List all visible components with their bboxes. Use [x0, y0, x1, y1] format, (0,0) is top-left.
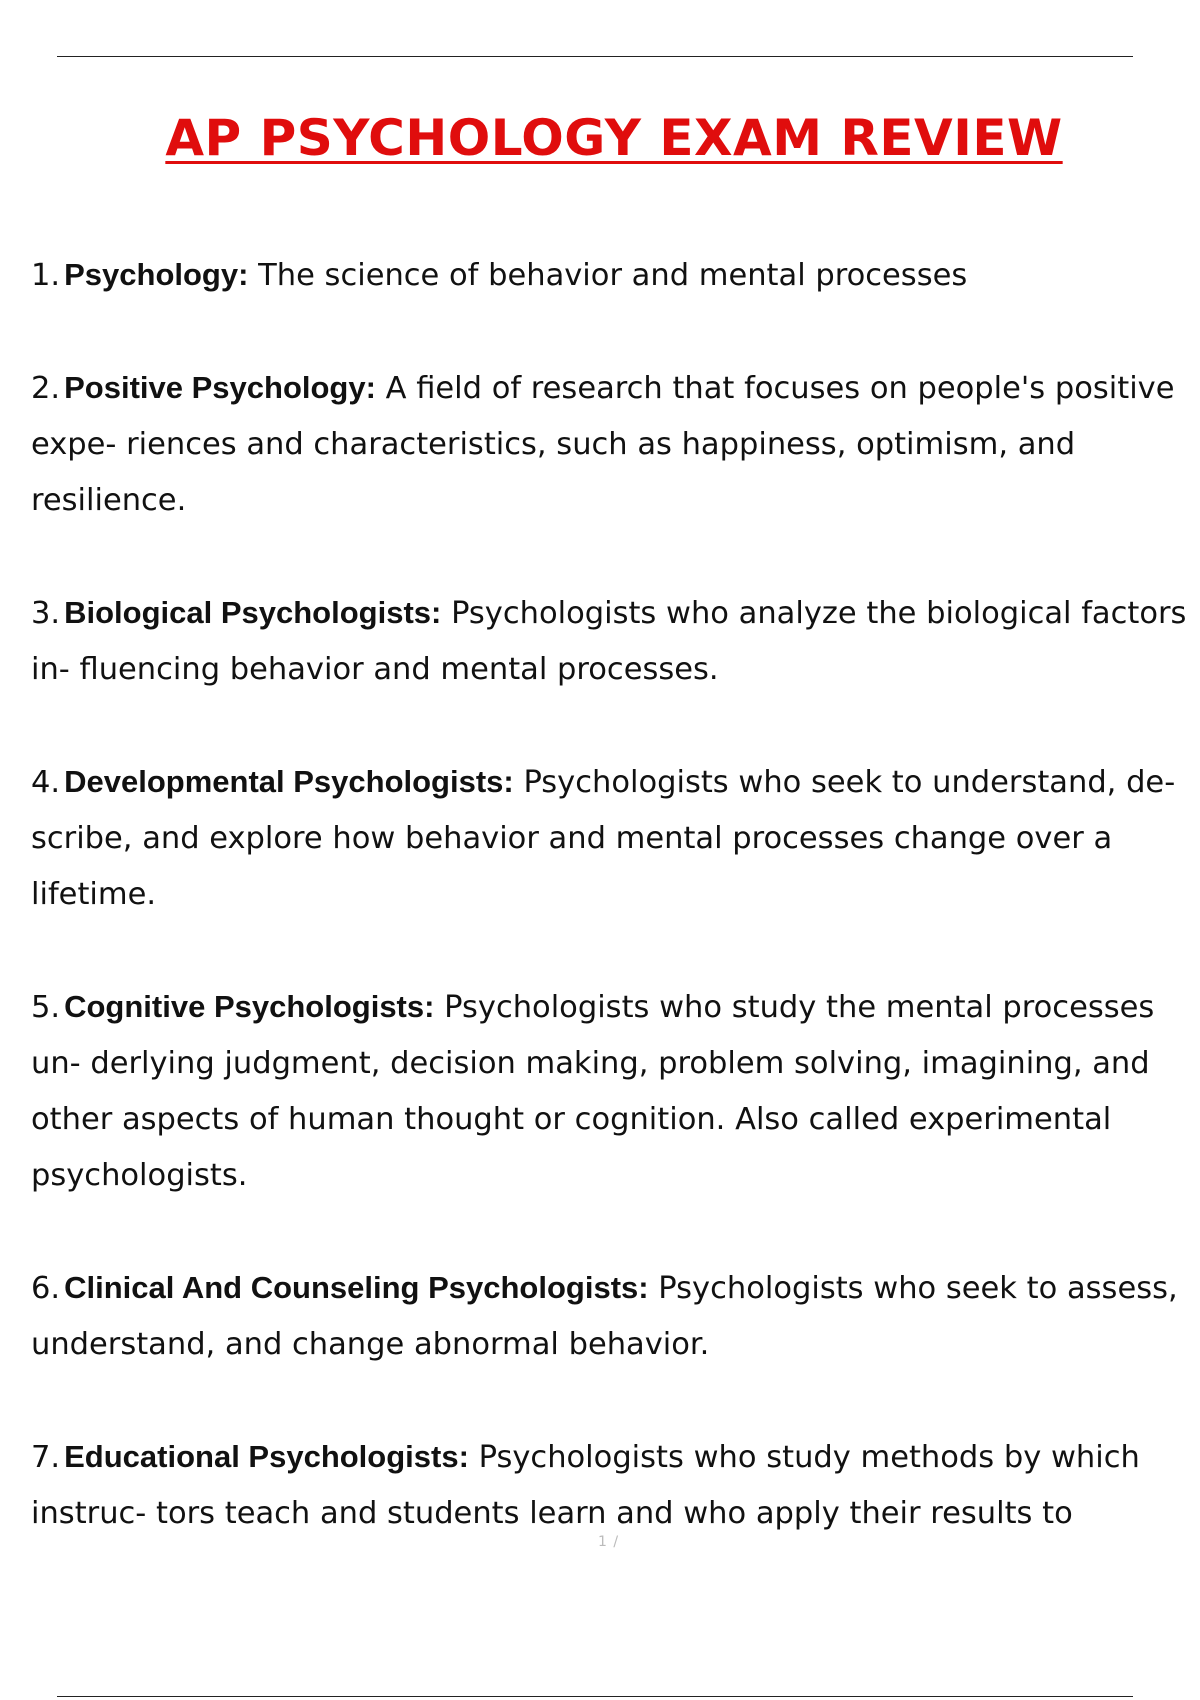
- item-definition: Psychologists who analyze the biological factors in- fluencing behavior and mental processes.: [31, 596, 1187, 687]
- item-term: Developmental Psychologists:: [64, 764, 514, 799]
- item-term: Cognitive Psychologists:: [64, 989, 435, 1024]
- top-rule: [57, 56, 1133, 57]
- list-item: [31, 585, 1196, 698]
- item-number: 4.: [31, 765, 61, 800]
- list-item: [31, 247, 1196, 304]
- item-definition: Psychologists who study the mental processes un- derlying judgment, decision making, problem solving, imagining, and other aspects of human thought or cognition. Also called experimental psychologists.: [31, 990, 1155, 1193]
- item-definition: The science of behavior and mental processes: [258, 258, 968, 293]
- item-definition: A field of research that focuses on people's positive expe- riences and characteristics, such as happiness, optimism, and resilience.: [31, 371, 1175, 518]
- item-number: 3.: [31, 596, 61, 631]
- item-definition: Psychologists who study methods by which instruc- tors teach and students learn and who apply their results to: [31, 1440, 1140, 1531]
- page-title: AP PSYCHOLOGY EXAM REVIEW: [165, 109, 1063, 167]
- page-number: 1 /: [598, 1534, 620, 1550]
- list-item: [31, 754, 1196, 923]
- review-list: [31, 247, 1196, 1598]
- list-item: [31, 1429, 1196, 1542]
- item-number: 2.: [31, 371, 61, 406]
- item-term: Psychology:: [64, 257, 249, 292]
- item-number: 6.: [31, 1271, 61, 1306]
- item-number: 7.: [31, 1440, 61, 1475]
- item-term: Clinical And Counseling Psychologists:: [64, 1270, 649, 1305]
- item-number: 5.: [31, 990, 61, 1025]
- list-item: [31, 360, 1196, 529]
- item-number: 1.: [31, 258, 61, 293]
- item-term: Positive Psychology:: [64, 370, 376, 405]
- bottom-rule: [57, 1696, 1133, 1697]
- item-definition: Psychologists who seek to understand, de- scribe, and explore how behavior and mental processes change over a lifetime.: [31, 765, 1176, 912]
- item-definition: Psychologists who seek to assess, understand, and change abnormal behavior.: [31, 1271, 1178, 1362]
- item-term: Biological Psychologists:: [64, 595, 442, 630]
- list-item: [31, 1260, 1196, 1373]
- list-item: [31, 979, 1196, 1204]
- item-term: Educational Psychologists:: [64, 1439, 469, 1474]
